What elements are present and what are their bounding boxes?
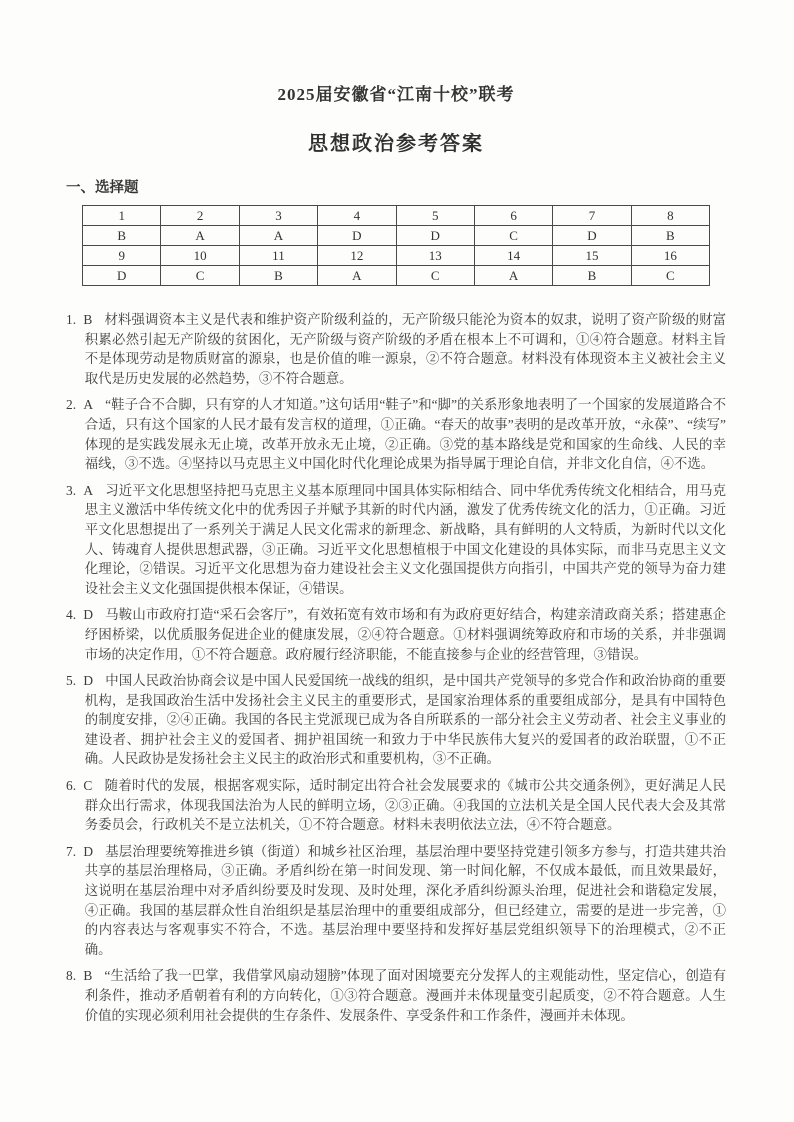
explanation-text: 材料强调资本主义是代表和维护资产阶级利益的，无产阶级只能沦为资本的奴隶，说明了资产阶级的财富积累必然引起无产阶级的贫困化，无产阶级与资产阶级的矛盾在根本上不可调和，①④符合题意。材料主旨不是体现劳动是物质财富的源泉，也是价值的唯一源泉，②不符合题意。材料没有体现资本主义被社会主义取代是历史发展的必然趋势，③不符合题意。 <box>84 312 726 386</box>
table-cell: A <box>474 266 552 286</box>
explanation-text: 习近平文化思想坚持把马克思主义基本原理同中国具体实际相结合、同中华优秀传统文化相结合，用马克思主义激活中华传统文化中的优秀因子并赋予其新的时代内涵，激发了优秀传统文化的活力，①正确。习近平文化思想提出了一系列关于满足人民文化需求的新理念、新战略，具有鲜明的人文特质，为新时代以文化人、铸魂育人提供思想武器，③正确。习近平文化思想植根于中国文化建设的具体实际，而非马克思主义文化理论，②错误。习近平文化思想为奋力建设社会主义文化强国提供方向指引，中国共产党的领导为奋力建设社会主义文化强国提供根本保证，④错误。 <box>84 482 726 596</box>
table-cell: A <box>161 226 239 246</box>
table-cell: 8 <box>631 206 709 226</box>
answer-letter: D <box>83 843 94 859</box>
explanation-item-4 <box>66 605 726 664</box>
question-number: 3. <box>66 482 77 498</box>
table-cell: D <box>83 266 161 286</box>
answer-table-row-answers-1 <box>83 226 710 246</box>
table-cell: 1 <box>83 206 161 226</box>
question-number: 8. <box>66 968 77 984</box>
table-cell: B <box>553 266 631 286</box>
answer-letter: C <box>83 778 93 794</box>
explanation-item-8 <box>66 966 726 1025</box>
explanation-item-1 <box>66 310 726 388</box>
table-cell: 10 <box>161 246 239 266</box>
exam-title: 2025届安徽省“江南十校”联考 <box>277 85 515 104</box>
table-cell: A <box>239 226 317 246</box>
answer-table-row-answers-2 <box>83 266 710 286</box>
table-cell: 14 <box>474 246 552 266</box>
answer-table-row-numbers-2 <box>83 246 710 266</box>
table-cell: 9 <box>83 246 161 266</box>
table-cell: 16 <box>631 246 709 266</box>
explanation-item-6 <box>66 776 726 835</box>
explanation-text: “生活给了我一巴掌，我借掌风扇动翅膀”体现了面对困境要充分发挥人的主观能动性，坚定信心，创造有利条件，推动矛盾朝着有利的方向转化，①③符合题意。漫画并未体现量变引起质变，②不符合题意。人生价值的实现必须利用社会提供的生存条件、发展条件、享受条件和工作条件，漫画并未体现。 <box>84 968 726 1023</box>
table-cell: B <box>239 266 317 286</box>
table-cell: 5 <box>396 206 474 226</box>
answer-table <box>82 205 710 286</box>
table-cell: 6 <box>474 206 552 226</box>
table-cell: 4 <box>318 206 396 226</box>
answer-letter: D <box>83 607 94 623</box>
section-heading-choice: 一、选择题 <box>66 180 139 196</box>
question-number: 4. <box>66 607 77 623</box>
table-cell: C <box>631 266 709 286</box>
answers-subtitle: 思想政治参考答案 <box>308 133 484 155</box>
answer-letter: B <box>83 312 93 327</box>
explanation-item-3 <box>66 481 726 599</box>
explanations-list <box>66 310 726 1025</box>
explanation-text: 中国人民政治协商会议是中国人民爱国统一战线的组织，是中国共产党领导的多党合作和政治协商的重要机构，是我国政治生活中发扬社会主义民主的重要形式，是国家治理体系的重要组成部分，是具有中国特色的制度安排，②④正确。我国的各民主党派现已成为各自所联系的一部分社会主义劳动者、社会主义事业的建设者、拥护社会主义的爱国者、拥护祖国统一和致力于中华民族伟大复兴的爱国者的政治联盟，①不正确。人民政协是发扬社会主义民主的政治形式和重要机构，③不正确。 <box>84 673 726 767</box>
table-cell: D <box>318 226 396 246</box>
table-cell: C <box>396 266 474 286</box>
table-cell: 2 <box>161 206 239 226</box>
table-cell: B <box>631 226 709 246</box>
question-number: 7. <box>66 843 77 859</box>
explanation-item-2 <box>66 395 726 473</box>
table-cell: 7 <box>553 206 631 226</box>
explanation-text: 随着时代的发展，根据客观实际，适时制定出符合社会发展要求的《城市公共交通条例》，更好满足人民群众出行需求，体现我国法治为人民的鲜明立场，②③正确。④我国的立法机关是全国人民代表大会及其常务委员会，行政机关不是立法机关，①不符合题意。材料未表明依法立法，④不符合题意。 <box>84 778 726 833</box>
explanation-text: “鞋子合不合脚，只有穿的人才知道。”这句话用“鞋子”和“脚”的关系形象地表明了一个国家的发展道路合不合适，只有这个国家的人民才最有发言权的道理，①正确。“春天的故事”表明的是改革开放，“永葆”、“续写”体现的是实践发展永无止境，改革开放永无止境，②正确。③党的基本路线是党和国家的生命线、人民的幸福线，③不选。④坚持以马克思主义中国化时代化理论成果为指导属于理论自信，并非文化自信，④不选。 <box>84 397 726 472</box>
answer-letter: D <box>83 673 94 689</box>
question-number: 1. <box>66 312 77 327</box>
table-cell: 15 <box>553 246 631 266</box>
answer-table-row-numbers-1 <box>83 206 710 226</box>
explanation-item-5 <box>66 671 726 769</box>
explanation-text: 基层治理要统筹推进乡镇（街道）和城乡社区治理，基层治理中要坚持党建引领多方参与，打造共建共治共享的基层治理格局，③正确。矛盾纠纷在第一时间发现、第一时间化解，不仅成本最低，而且效果最好，这说明在基层治理中对矛盾纠纷要及时发现、及时处理，深化矛盾纠纷源头治理，促进社会和谐稳定发展，④正确。我国的基层群众性自治组织是基层治理中的重要组成部分，但已经建立，需要的是进一步完善，①的内容表达与客观事实不符合，不选。基层治理中要坚持和发挥好基层党组织领导下的治理模式，②不正确。 <box>84 843 726 957</box>
table-cell: D <box>553 226 631 246</box>
table-cell: 3 <box>239 206 317 226</box>
table-cell: D <box>396 226 474 246</box>
explanation-text: 马鞍山市政府打造“采石会客厅”，有效拓宽有效市场和有为政府更好结合，构建亲清政商关系；搭建惠企纾困桥梁，以优质服务促进企业的健康发展，②④符合题意。①材料强调统筹政府和市场的关系，并非强调市场的决定作用，①不符合题意。政府履行经济职能，不能直接参与企业的经营管理，③错误。 <box>84 607 726 662</box>
explanation-item-7 <box>66 842 726 960</box>
table-cell: B <box>83 226 161 246</box>
table-cell: A <box>318 266 396 286</box>
question-number: 5. <box>66 673 77 689</box>
question-number: 2. <box>66 397 77 413</box>
table-cell: C <box>474 226 552 246</box>
table-cell: 11 <box>239 246 317 266</box>
question-number: 6. <box>66 778 77 794</box>
table-cell: 13 <box>396 246 474 266</box>
table-cell: 12 <box>318 246 396 266</box>
answer-letter: A <box>83 482 94 498</box>
table-cell: C <box>161 266 239 286</box>
answer-letter: A <box>83 397 94 413</box>
answer-letter: B <box>83 968 93 984</box>
